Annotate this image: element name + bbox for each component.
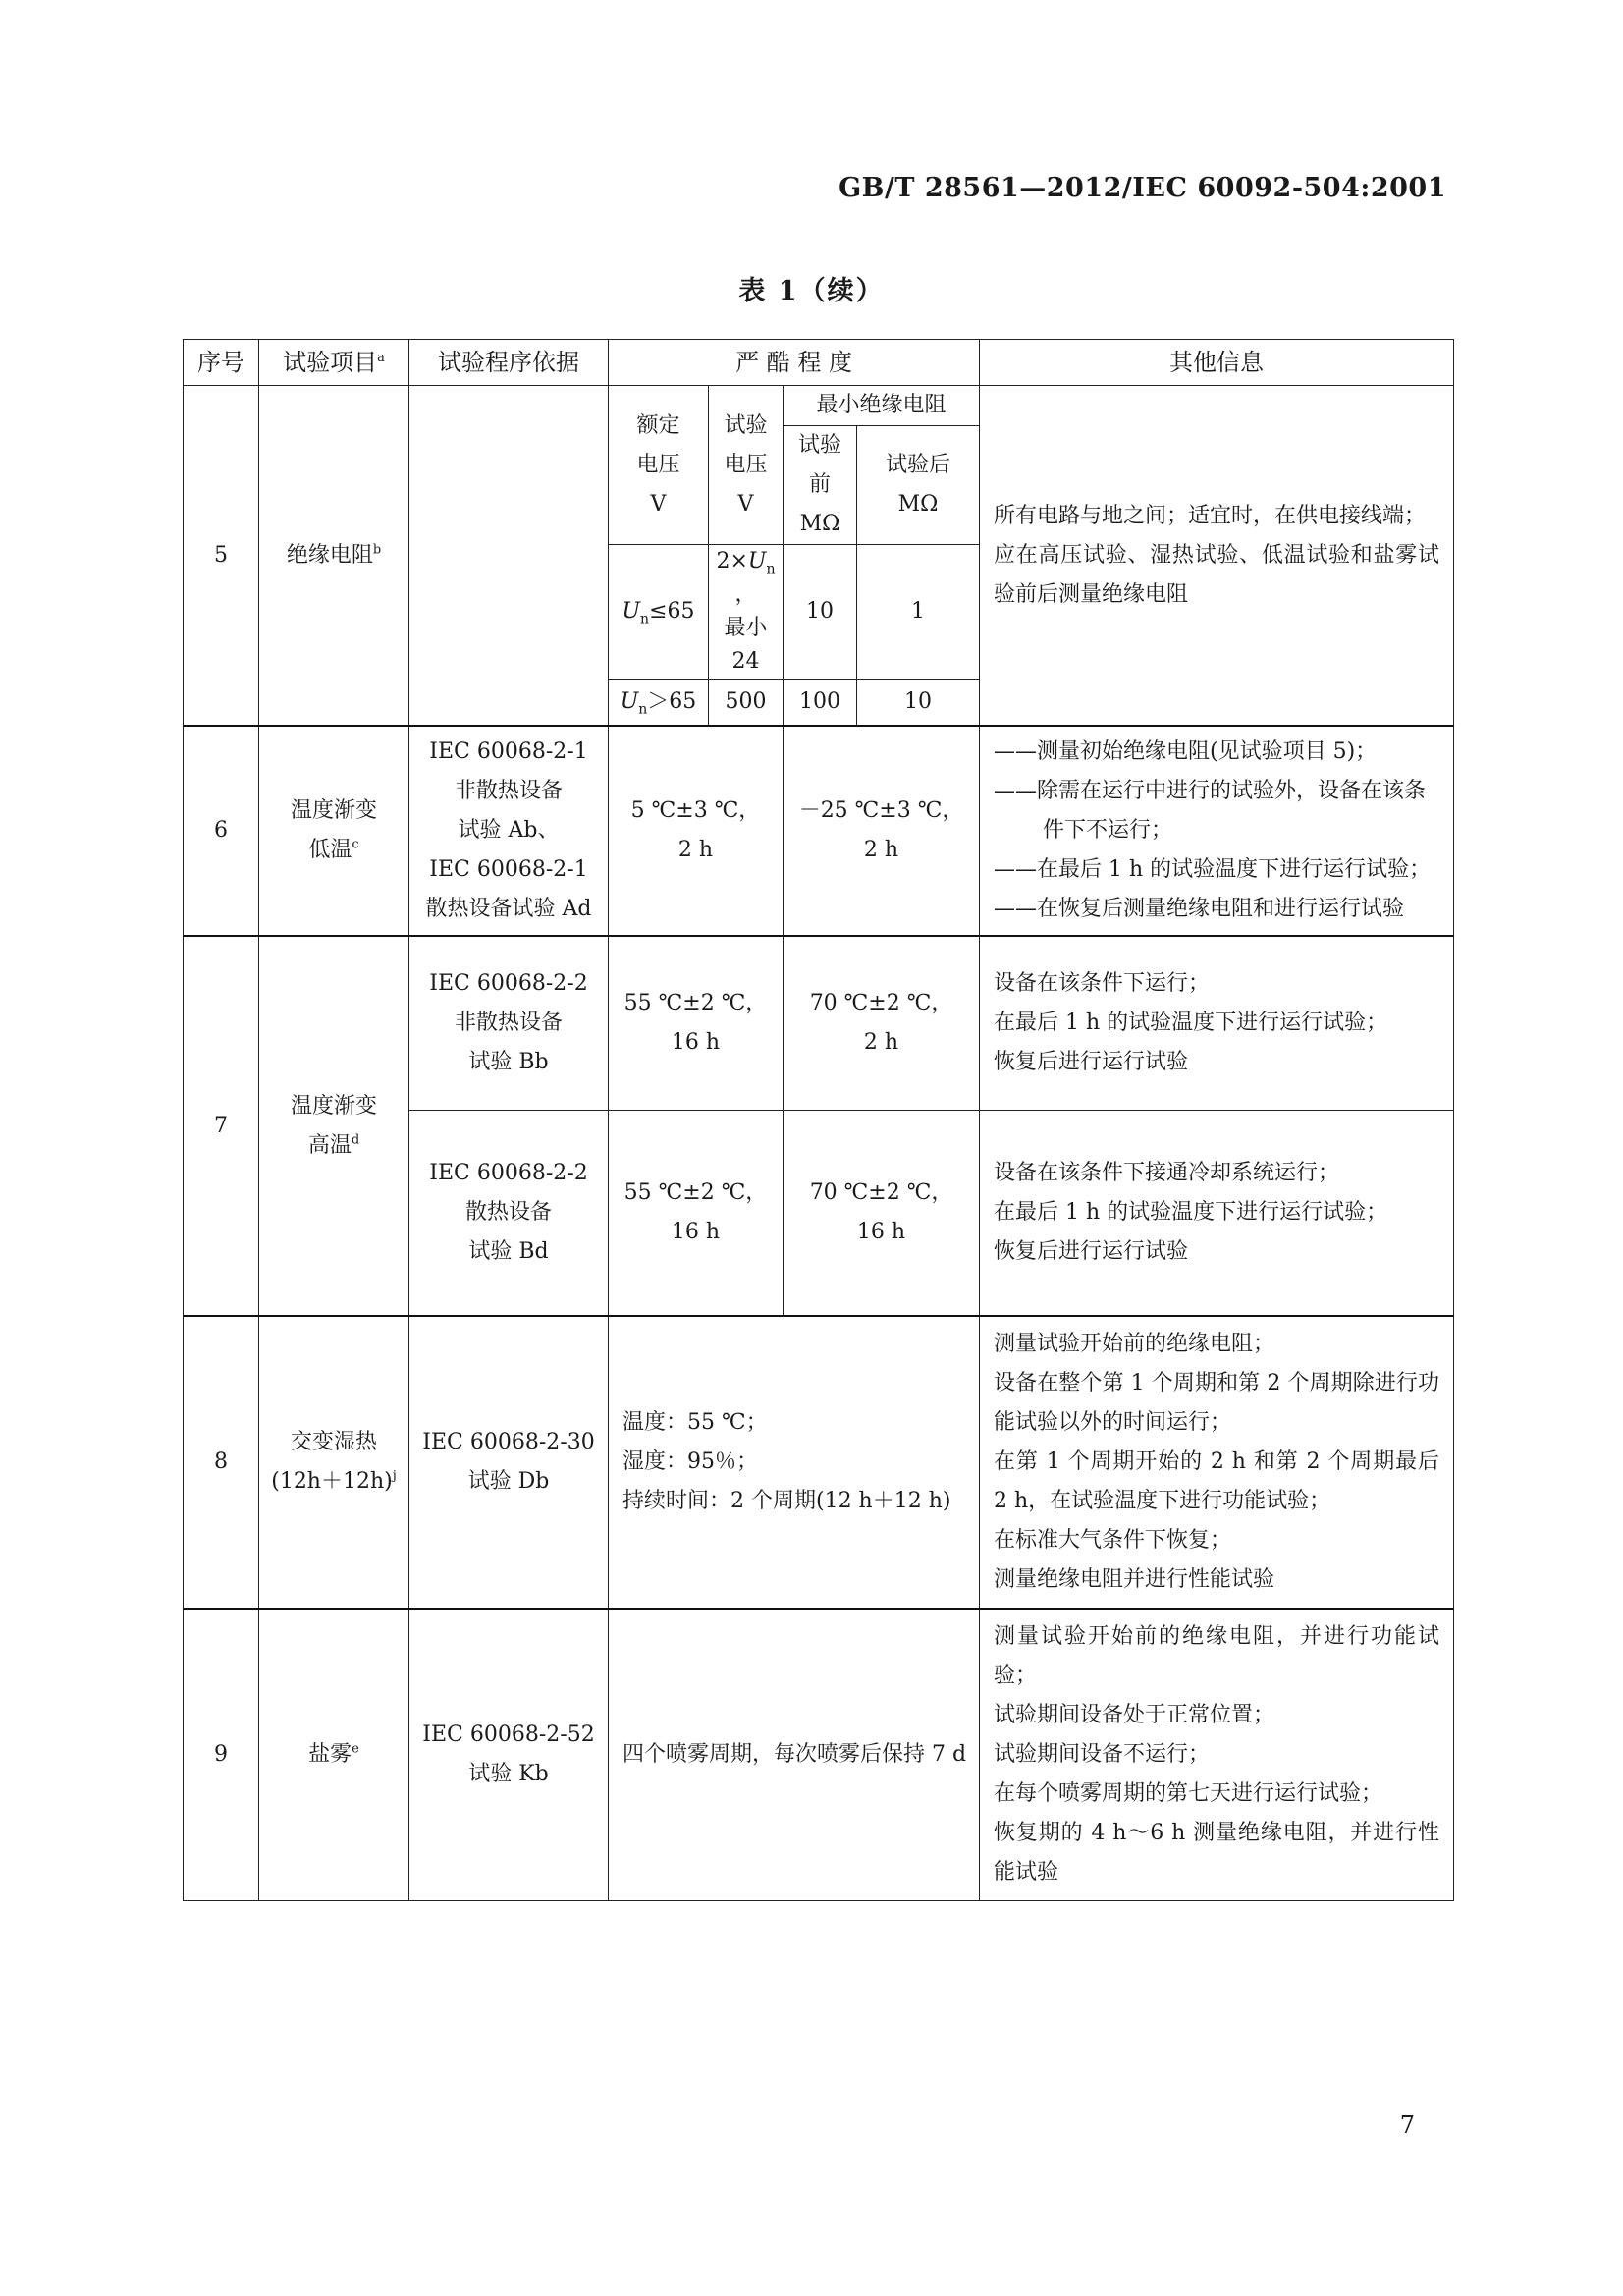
test-voltage-line: 试验 [724, 412, 768, 438]
before-value: 100 [784, 680, 857, 727]
header-no: 序号 [184, 340, 259, 386]
info-line: 恢复期的 4 h～6 h 测量绝缘电阻，并进行性能试验 [994, 1821, 1440, 1885]
after-value: 1 [857, 545, 980, 680]
condition-cell [609, 680, 709, 727]
sub-header-min-resistance: 最小绝缘电阻 [784, 386, 980, 426]
severity-left [609, 726, 784, 936]
row-info [980, 1316, 1454, 1609]
info-line: 应在高压试验、湿热试验、低温试验和盐雾试验前后测量绝缘电阻 [994, 542, 1440, 607]
row-item [259, 386, 409, 727]
row-severity [609, 1316, 980, 1609]
tv-subscript: n [766, 561, 776, 577]
before-value: 10 [784, 545, 857, 680]
before-label: 试验前 [797, 433, 841, 497]
severity-line: 温度：55 ℃； [622, 1410, 768, 1435]
info-item: ——除需在运行中进行的试验外，设备在该条件下不运行； [994, 779, 1427, 843]
row-item [259, 1609, 409, 1901]
row-item-line: 交变湿热 [290, 1430, 377, 1454]
page-number: 7 [1399, 2111, 1415, 2139]
row-item-note: b [372, 542, 382, 558]
info-item: ——在最后 1 h 的试验温度下进行运行试验； [994, 857, 1432, 882]
row-item-note: e [352, 1741, 359, 1757]
after-unit: MΩ [897, 492, 939, 517]
severity-line: 16 h [671, 1030, 721, 1055]
row-item-line-text: 低温 [308, 838, 352, 862]
voltage-subscript: n [638, 701, 648, 718]
row-item-line-text: (12h＋12h) [271, 1469, 393, 1494]
test-voltage-unit: V [737, 491, 754, 517]
severity-line: 2 h [863, 1030, 899, 1055]
info-line: 测量试验开始前的绝缘电阻，并进行功能试验； [994, 1624, 1440, 1688]
table-row [184, 936, 1454, 1111]
header-procedure: 试验程序依据 [409, 340, 609, 386]
info-line: 在最后 1 h 的试验温度下进行运行试验； [994, 1011, 1388, 1035]
row-item-label: 盐雾 [308, 1742, 352, 1767]
procedure-line: IEC 60068-2-1 [429, 857, 588, 882]
row-item [259, 936, 409, 1316]
row-item-line [265, 831, 403, 870]
severity-line: 16 h [856, 1220, 906, 1244]
test-voltage-line2: 最小 24 [724, 616, 768, 674]
header-severity: 严 酷 程 度 [609, 340, 980, 386]
info-line: 在最后 1 h 的试验温度下进行运行试验； [994, 1200, 1388, 1225]
row-item [259, 726, 409, 936]
rated-voltage-line: 电压 [636, 452, 680, 477]
sub-header-after [857, 426, 980, 545]
severity-line: 5 ℃±3 ℃， [630, 798, 761, 823]
severity-line: 55 ℃±2 ℃， [623, 1180, 768, 1205]
row-no: 8 [184, 1316, 259, 1609]
severity-right [784, 726, 980, 936]
header-item [259, 340, 409, 386]
after-value: 10 [857, 680, 980, 727]
procedure-line: IEC 60068-2-1 [429, 739, 588, 764]
row-info [980, 386, 1454, 727]
severity-right [784, 1111, 980, 1317]
procedure-line: 试验 Db [467, 1469, 550, 1494]
table-title: 表 1（续） [738, 276, 885, 306]
info-line: 恢复后进行运行试验 [994, 1239, 1189, 1264]
header-item-label: 试验项目 [283, 349, 378, 376]
severity-line: 湿度：95％； [622, 1449, 758, 1474]
severity-left [609, 936, 784, 1111]
severity-line: 70 ℃±2 ℃， [809, 991, 953, 1015]
header-item-note: a [377, 351, 385, 365]
procedure-line: 非散热设备 [454, 1011, 563, 1035]
row-item-line [265, 1462, 403, 1502]
procedure-line: 试验 Ab、 [458, 818, 560, 843]
info-line: 在标准大气条件下恢复； [994, 1528, 1232, 1553]
row-procedure [409, 1609, 609, 1901]
row-item-line-text: 高温 [307, 1132, 352, 1158]
row-procedure [409, 936, 609, 1111]
condition-cell [609, 545, 709, 680]
document-code: GB/T 28561—2012/IEC 60092-504:2001 [839, 173, 1446, 203]
info-line: 测量绝缘电阻并进行性能试验 [994, 1567, 1275, 1592]
procedure-line: 散热设备 [464, 1200, 552, 1225]
row-item [259, 1316, 409, 1609]
severity-line: 持续时间：2 个周期(12 h＋12 h) [622, 1489, 951, 1513]
row-no: 5 [184, 386, 259, 727]
row-procedure [409, 1316, 609, 1609]
row-no: 6 [184, 726, 259, 936]
severity-line: 2 h [863, 838, 899, 862]
sub-header-test-voltage [709, 386, 784, 545]
severity-line: －25 ℃±3 ℃， [798, 798, 964, 823]
table-row [184, 1609, 1454, 1901]
info-line: 设备在该条件下接通冷却系统运行； [994, 1161, 1340, 1185]
procedure-line: IEC 60068-2-30 [422, 1430, 595, 1454]
row-no: 9 [184, 1609, 259, 1901]
sub-header-rated-voltage [609, 386, 709, 545]
procedure-line: IEC 60068-2-2 [429, 1161, 588, 1185]
test-voltage-cell: 500 [709, 680, 784, 727]
info-line: 测量试验开始前的绝缘电阻； [994, 1332, 1275, 1356]
info-line: 设备在整个第 1 个周期和第 2 个周期除进行功能试验以外的时间运行； [994, 1371, 1440, 1435]
rated-voltage-line: 额定 [636, 412, 680, 438]
severity-right [784, 936, 980, 1111]
row-info [980, 726, 1454, 936]
severity-line: 2 h [677, 838, 714, 862]
row-item-line: 温度渐变 [290, 1093, 377, 1119]
row-procedure [409, 726, 609, 936]
tv-symbol: U [747, 549, 767, 574]
severity-line: 55 ℃±2 ℃， [623, 991, 768, 1015]
info-line: 恢复后进行运行试验 [994, 1050, 1189, 1074]
severity-line: 16 h [671, 1220, 721, 1244]
row-procedure [409, 1111, 609, 1317]
info-item: ——在恢复后测量绝缘电阻和进行运行试验 [994, 897, 1405, 921]
voltage-subscript: n [640, 611, 650, 628]
procedure-line: IEC 60068-2-52 [422, 1722, 595, 1747]
row-item-note: c [352, 837, 359, 852]
test-voltage-line: 电压 [724, 452, 768, 477]
severity-left [609, 1111, 784, 1317]
procedure-line: 散热设备试验 Ad [425, 897, 592, 921]
table-row [184, 726, 1454, 936]
tv-suffix: ， [734, 582, 757, 607]
info-line: 所有电路与地之间；适宜时，在供电接线端； [994, 503, 1427, 528]
test-voltage-cell [709, 545, 784, 680]
procedure-line: 试验 Kb [468, 1762, 549, 1786]
row-item-note: d [351, 1132, 360, 1148]
row-item-line: 温度渐变 [290, 798, 377, 823]
test-table [183, 339, 1454, 1901]
procedure-line: 试验 Bb [468, 1050, 549, 1074]
info-line: 试验期间设备处于正常位置； [994, 1703, 1275, 1727]
row-info [980, 1111, 1454, 1317]
info-line: 试验期间设备不运行； [994, 1742, 1211, 1767]
table-row [184, 1316, 1454, 1609]
header-info: 其他信息 [980, 340, 1454, 386]
procedure-line: IEC 60068-2-2 [429, 971, 588, 996]
test-voltage-line1 [715, 545, 777, 612]
info-line: 在每个喷雾周期的第七天进行运行试验； [994, 1781, 1383, 1806]
voltage-symbol: U [622, 599, 641, 624]
row-item-line [265, 1126, 403, 1166]
procedure-line: 非散热设备 [454, 779, 563, 803]
info-line: 设备在该条件下运行； [994, 971, 1211, 996]
condition-tail: ≤65 [649, 599, 695, 624]
procedure-line: 试验 Bd [468, 1239, 549, 1264]
row-info [980, 936, 1454, 1111]
info-line: 在第 1 个周期开始的 2 h 和第 2 个周期最后 2 h，在试验温度下进行功能试验； [994, 1449, 1440, 1513]
row-info [980, 1609, 1454, 1901]
severity-line: 70 ℃±2 ℃， [809, 1180, 953, 1205]
before-unit: MΩ [799, 512, 840, 536]
row-item-label: 绝缘电阻 [286, 542, 373, 568]
condition-tail: ＞65 [647, 689, 697, 714]
after-label: 试验后 [886, 453, 951, 477]
row-procedure-empty [409, 386, 609, 727]
tv-prefix: 2× [716, 549, 748, 574]
row-no: 7 [184, 936, 259, 1316]
sub-header-before [784, 426, 857, 545]
row-item-note: j [392, 1468, 397, 1484]
info-item: ——测量初始绝缘电阻(见试验项目 5)； [994, 739, 1378, 764]
table-row [184, 386, 1454, 426]
voltage-symbol: U [620, 689, 639, 714]
table-header-row [184, 340, 1454, 386]
row-severity: 四个喷雾周期，每次喷雾后保持 7 d [609, 1609, 980, 1901]
rated-voltage-unit: V [650, 491, 667, 517]
